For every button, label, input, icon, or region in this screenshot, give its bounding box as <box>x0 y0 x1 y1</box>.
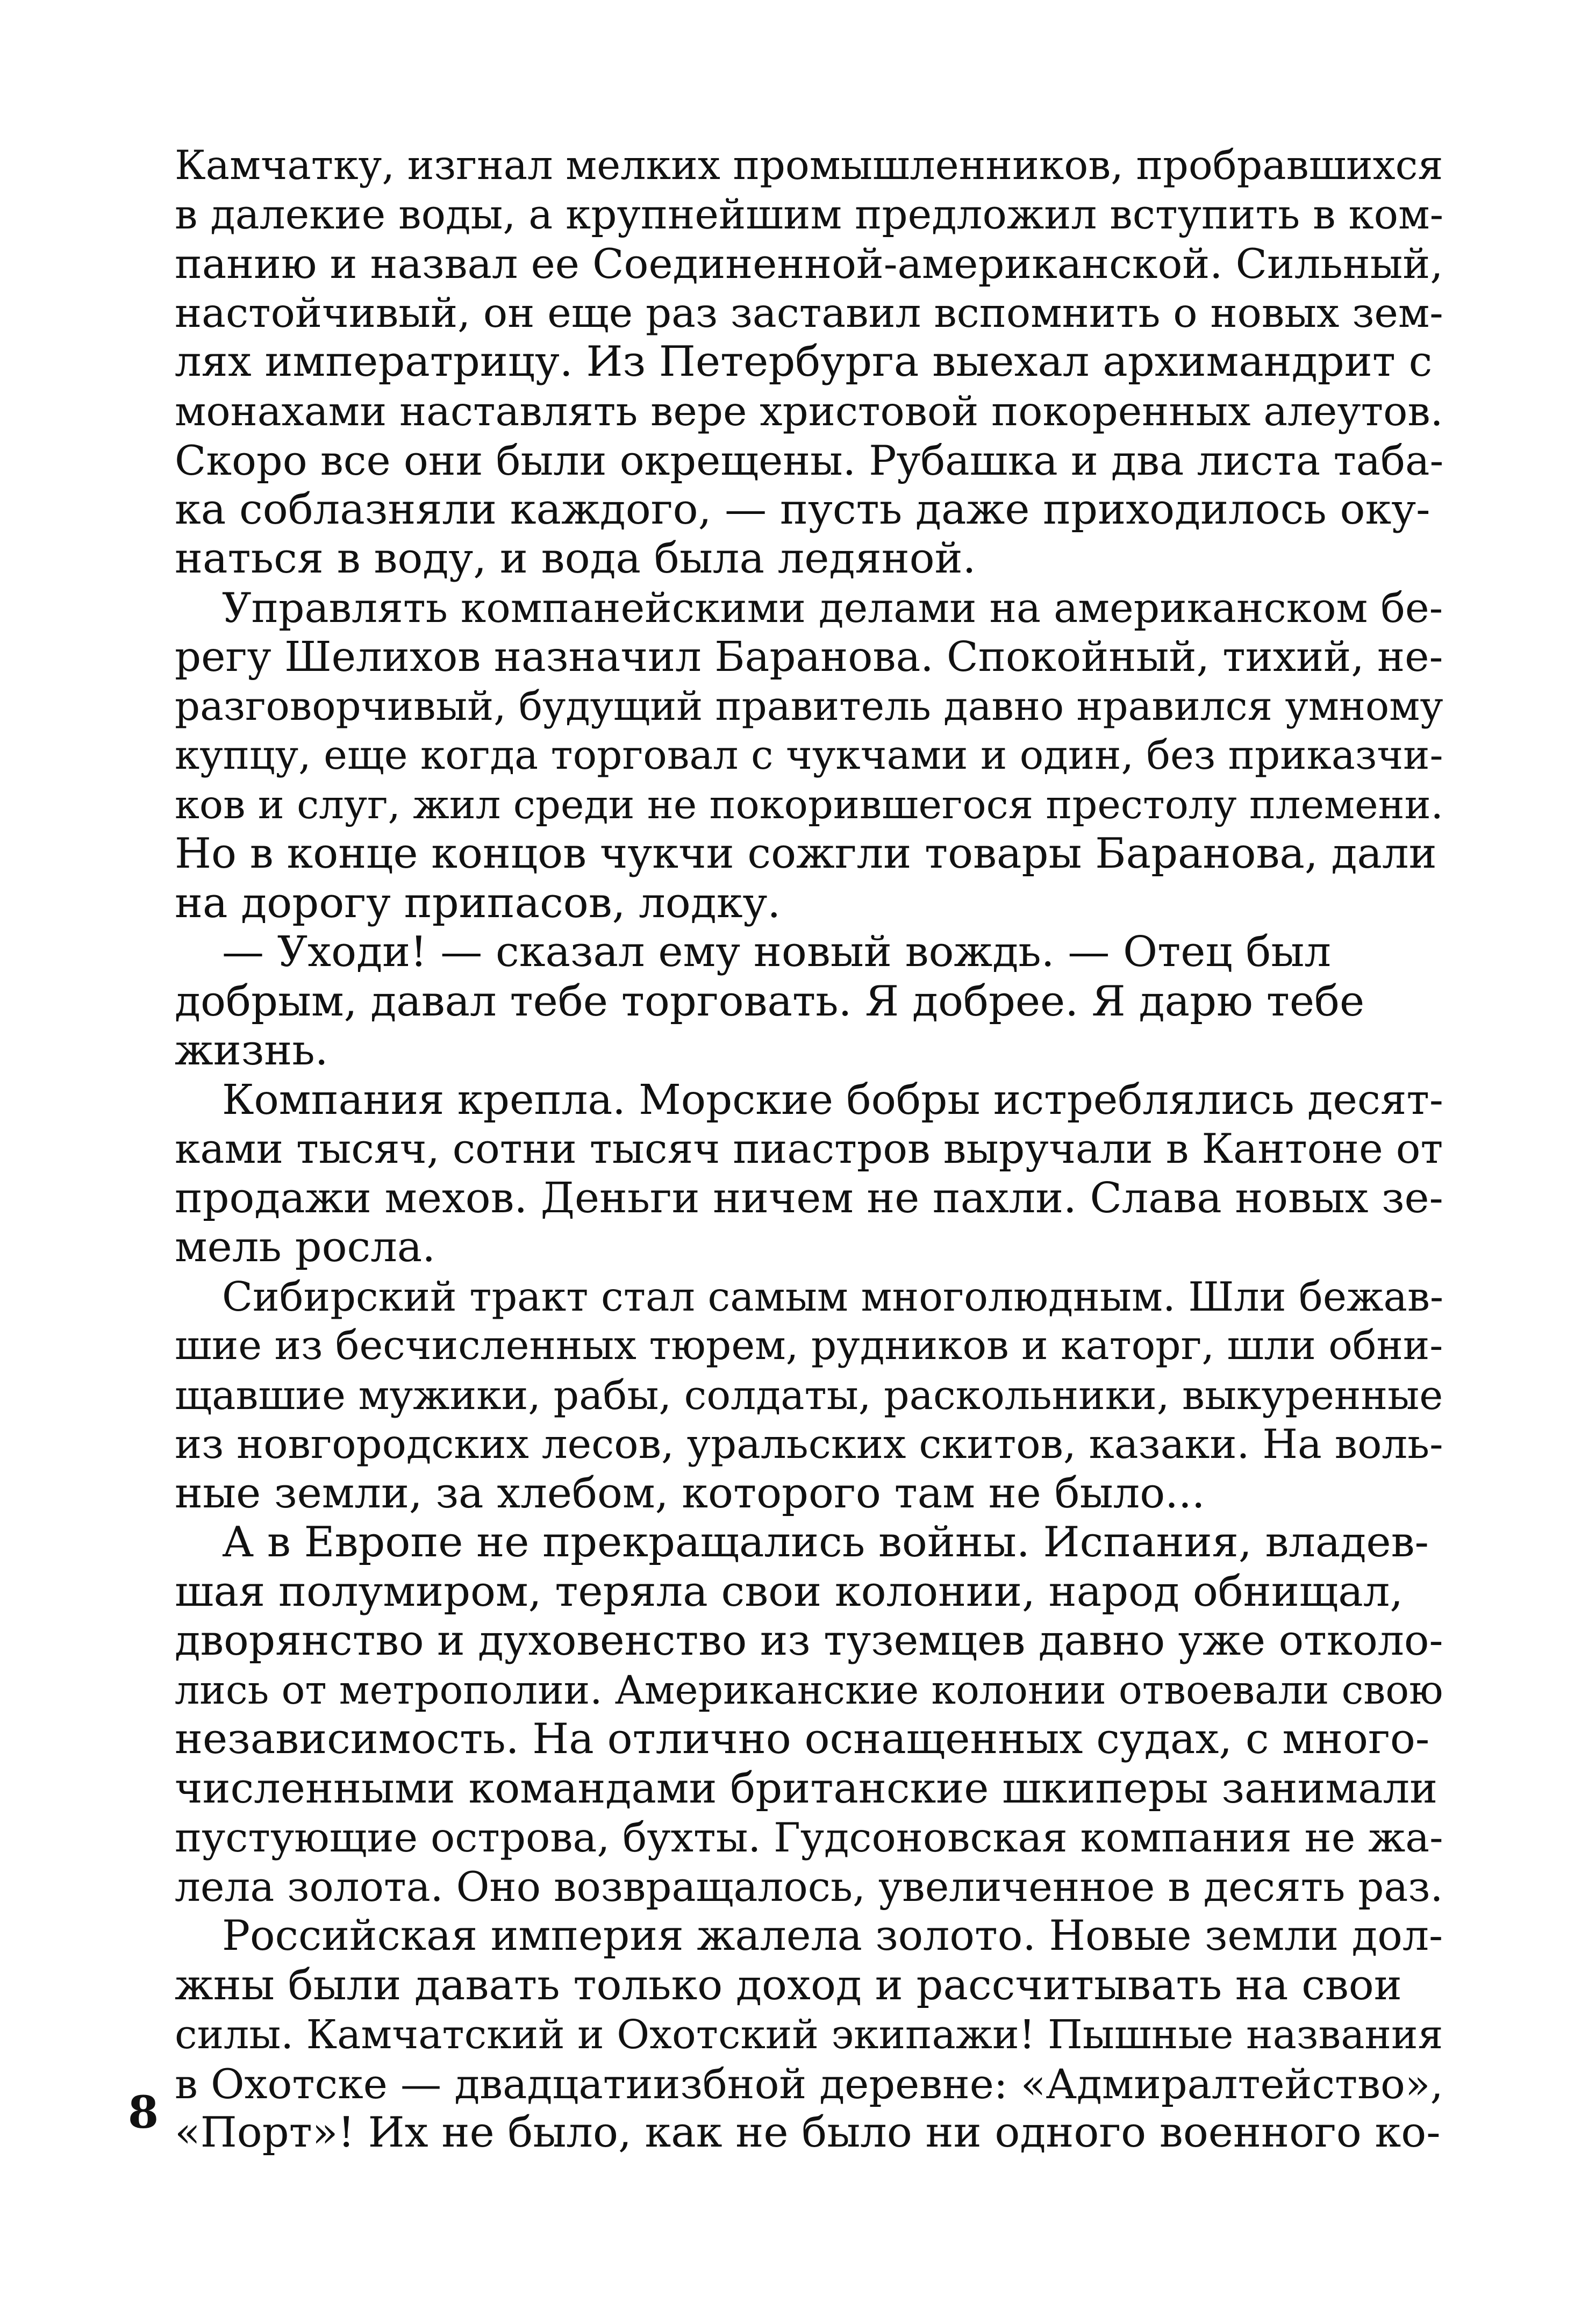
text-line: жны были давать только доход и рассчитывать на свои <box>175 1961 1402 2010</box>
text-line: Компания крепла. Морские бобры истреблялись десят- <box>222 1076 1443 1124</box>
paragraph <box>175 141 1443 584</box>
paragraph <box>175 928 1443 1076</box>
paragraph <box>175 1272 1443 1519</box>
text-line: силы. Камчатский и Охотский экипажи! Пышные названия <box>175 2011 1443 2058</box>
text-line: пустующие острова, бухты. Гудсоновская компания не жа- <box>175 1814 1443 1861</box>
text-line: А в Европе не прекращались войны. Испания, владев- <box>222 1518 1429 1567</box>
text-line: в Охотске — двадцатиизбной деревне: «Адмиралтейство», <box>175 2060 1443 2108</box>
text-line: ка соблазняли каждого, — пусть даже приходилось оку- <box>175 485 1430 534</box>
text-line: на дорогу припасов, лодку. <box>175 878 781 927</box>
text-line: — Уходи! — сказал ему новый вождь. — Отец был <box>222 928 1331 976</box>
paragraph <box>175 584 1443 928</box>
paragraph <box>175 1076 1443 1272</box>
text-line: лях императрицу. Из Петербурга выехал архимандрит с <box>175 338 1433 386</box>
text-line: мель росла. <box>175 1223 436 1271</box>
text-line: Скоро все они были окрещены. Рубашка и два листа таба- <box>175 437 1444 484</box>
text-line: Российская империя жалела золото. Новые земли дол- <box>222 1912 1443 1960</box>
text-line: настойчивый, он еще раз заставил вспомнить о новых зем- <box>175 289 1443 337</box>
text-line: купцу, еще когда торговал с чукчами и один, без приказчи- <box>175 732 1443 778</box>
text-line: дворянство и духовенство из туземцев давно уже отколо- <box>175 1617 1443 1665</box>
text-line: регу Шелихов назначил Баранова. Спокойный, тихий, не- <box>175 633 1443 681</box>
text-line: Камчатку, изгнал мелких промышленников, пробравшихся <box>175 142 1443 189</box>
text-line: продажи мехов. Деньги ничем не пахли. Слава новых зе- <box>175 1174 1443 1222</box>
text-line: жизнь. <box>175 1026 328 1075</box>
text-line: шая полумиром, теряла свои колонии, народ обнищал, <box>175 1567 1404 1616</box>
text-line: панию и назвал ее Соединенной-американской. Сильный, <box>175 240 1443 288</box>
text-line: Сибирский тракт стал самым многолюдным. Шли бежав- <box>222 1273 1444 1320</box>
body-text <box>175 141 1443 2158</box>
text-line: разговорчивый, будущий правитель давно нравился умному <box>175 683 1443 730</box>
text-line: независимость. На отлично оснащенных судах, с много- <box>175 1715 1430 1763</box>
text-line: ные земли, за хлебом, которого там не было... <box>175 1469 1205 1518</box>
text-line: наться в воду, и вода была ледяной. <box>175 534 976 583</box>
text-line: из новгородских лесов, уральских скитов, казаки. На воль- <box>175 1420 1443 1468</box>
page-number: 8 <box>128 2087 159 2139</box>
paragraph <box>175 1518 1443 1912</box>
text-line: щавшие мужики, рабы, солдаты, раскольники, выкуренные <box>175 1371 1443 1419</box>
text-line: ками тысяч, сотни тысяч пиастров выручали в Кантоне от <box>175 1125 1443 1172</box>
paragraph <box>175 1912 1443 2158</box>
text-line: монахами наставлять вере христовой покоренных алеутов. <box>175 387 1443 435</box>
text-line: лись от метрополии. Американские колонии отвоевали свою <box>175 1667 1443 1713</box>
text-line: лела золота. Оно возвращалось, увеличенное в десять раз. <box>175 1863 1443 1911</box>
text-line: Управлять компанейскими делами на американском бе- <box>222 584 1443 632</box>
text-line: шие из бесчисленных тюрем, рудников и каторг, шли обни- <box>175 1322 1443 1369</box>
text-line: ков и слуг, жил среди не покорившегося престолу племени. <box>175 782 1443 828</box>
text-line: в далекие воды, а крупнейшим предложил вступить в ком- <box>175 190 1444 238</box>
text-line: Но в конце концов чукчи сожгли товары Баранова, дали <box>175 830 1437 878</box>
text-line: добрым, давал тебе торговать. Я добрее. Я дарю тебе <box>175 977 1365 1026</box>
text-line: «Порт»! Их не было, как не было ни одного военного ко- <box>175 2108 1441 2157</box>
text-line: численными командами британские шкиперы занимали <box>175 1764 1438 1813</box>
